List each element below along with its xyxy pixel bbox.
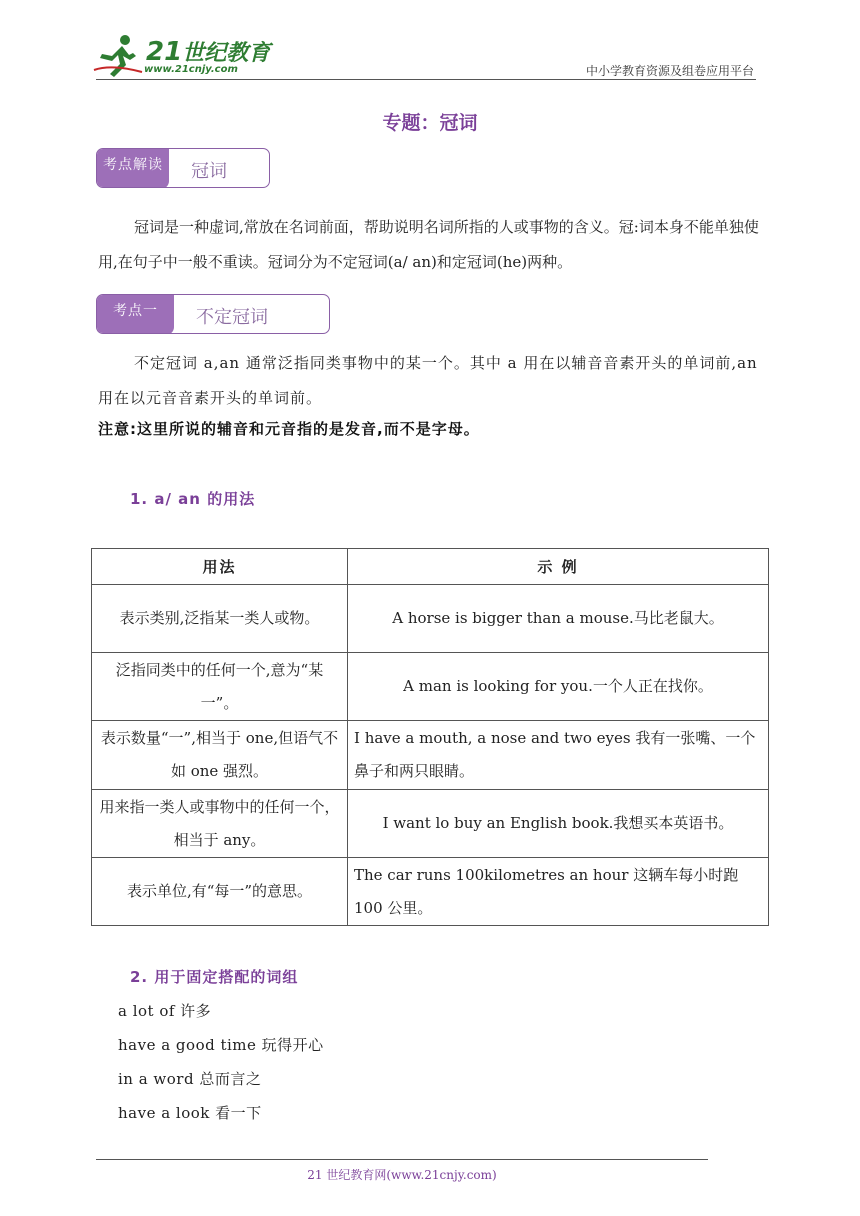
section-tag-label: 考点解读 [97,149,169,188]
example-cell: I want lo buy an English book.我想买本英语书。 [348,790,769,858]
table-row [92,790,769,858]
phrase-item: have a good time 玩得开心 [118,1036,324,1054]
page-title: 专题：冠词 [382,112,478,134]
phrase-item: a lot of 许多 [118,1002,212,1020]
section-tag-label: 考点一 [97,295,174,334]
usage-cell: 泛指同类中的任何一个,意为“某一”。 [92,653,348,721]
note-text: 注意:这里所说的辅音和元音指的是发音,而不是字母。 [98,420,480,438]
indefinite-article-paragraph: 不定冠词 a,an 通常泛指同类事物中的某一个。其中 a 用在以辅音音素开头的单词前,an 用在以元音音素开头的单词前。 [98,354,758,407]
usage-cell: 表示类别,泛指某一类人或物。 [92,585,348,653]
subsection-heading-phrases: 2. 用于固定搭配的词组 [130,968,299,986]
footer-text: 21 世纪教育网(www.21cnjy.com) [307,1168,497,1182]
section-tag-title: 不定冠词 [196,307,268,328]
example-cell: A horse is bigger than a mouse.马比老鼠大。 [348,585,769,653]
section-tag-title: 冠词 [191,161,227,182]
usage-cell: 用来指一类人或事物中的任何一个，相当于 any。 [92,790,348,858]
subsection-heading-usage: 1. a/ an 的用法 [130,490,256,508]
intro-paragraph: 冠词是一种虚词,常放在名词前面，帮助说明名词所指的人或事物的含义。冠:词本身不能单独使用,在句子中一般不重读。冠词分为不定冠词(a/ an)和定冠词(he)两种。 [98,218,759,271]
table-row [92,858,769,926]
header-divider [96,79,756,80]
table-row [92,653,769,721]
phrase-item: in a word 总而言之 [118,1070,262,1088]
logo-brand: 世纪教育 [182,41,271,66]
usage-table [91,548,769,926]
usage-cell: 表示数量“一”,相当于 one,但语气不如 one 强烈。 [92,721,348,790]
section-tag-one [96,294,330,334]
phrase-item: have a look 看一下 [118,1104,262,1122]
platform-name: 中小学教育资源及组卷应用平台 [585,64,754,78]
logo-text [146,36,270,67]
site-logo [92,34,271,78]
example-cell: The car runs 100kilometres an hour 这辆车每小时跑 100 公里。 [348,858,769,926]
column-header-usage: 用法 [92,549,348,585]
example-cell: I have a mouth, a nose and two eyes 我有一张嘴、一个鼻子和两只眼睛。 [348,721,769,790]
runner-icon [92,34,144,78]
section-tag-intro [96,148,270,188]
table-row [92,585,769,653]
table-header-row [92,549,769,585]
usage-cell: 表示单位,有“每一”的意思。 [92,858,348,926]
column-header-example: 示 例 [348,549,769,585]
footer-divider [96,1159,708,1160]
logo-number: 21 [146,37,183,67]
logo-url: www.21cnjy.com [144,64,238,75]
table-row [92,721,769,790]
example-cell: A man is looking for you.一个人正在找你。 [348,653,769,721]
